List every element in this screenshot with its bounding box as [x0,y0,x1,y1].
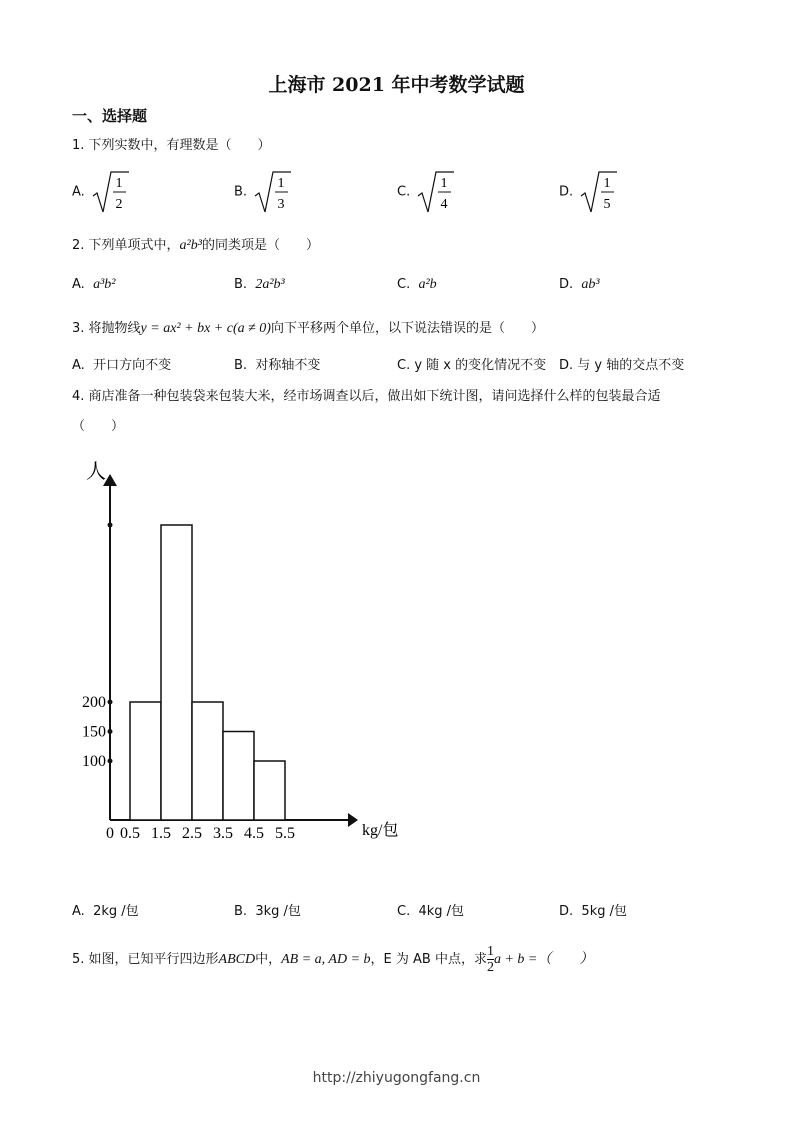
q3-option-d[interactable]: D. 与 y 轴的交点不变 [559,358,685,373]
q2-option-text: 2a²b³ [255,277,285,292]
fraction-denominator: 5 [603,197,611,212]
y-tick-dot [108,759,113,764]
q4-option-label: B. [234,904,248,919]
q1-option-label: B. [234,184,248,200]
q2-option-d[interactable] [559,277,600,293]
q5-abcd: ABCD [218,952,256,967]
histogram-bar [130,702,161,820]
x-tick-label: 1.5 [151,825,171,842]
x-axis-arrow-icon [348,813,358,827]
x-tick-label: 4.5 [244,825,264,842]
y-tick-label: 200 [82,694,106,711]
q2-option-a[interactable] [72,277,115,293]
q2-option-c[interactable] [397,277,437,293]
q1-option-label: A. [72,184,85,200]
histogram-bar [223,732,254,821]
q4-option-text: 3kg /包 [255,904,301,919]
q4-option-label: A. [72,904,85,919]
x-tick-label: 2.5 [182,825,202,842]
q1-option-c[interactable] [397,170,456,214]
square-root-icon [579,170,619,214]
y-axis-label: 人 [86,459,106,483]
q4-option-a[interactable] [72,900,139,919]
q3-stem-math: y = ax² + bx + c(a ≠ 0) [140,321,271,336]
y-tick-label: 100 [82,753,106,770]
fraction-numerator: 1 [277,176,285,191]
histogram-chart [70,450,430,850]
question-2-stem [72,234,319,254]
frac-den: 2 [486,960,494,975]
x-tick-label: 0.5 [120,825,140,842]
q5-vectors: AB = a, AD = b [281,952,371,967]
q4-option-c[interactable] [397,900,464,919]
q2-option-b[interactable] [234,277,285,293]
q4-option-text: 4kg /包 [418,904,465,919]
q4-option-text: 2kg /包 [93,904,139,919]
y-tick-dot [108,523,113,528]
histogram-bar [161,525,192,820]
q1-option-a[interactable] [72,170,131,214]
q2-option-text: ab³ [581,277,600,292]
q2-option-text: a³b² [93,277,116,292]
q1-option-b[interactable] [234,170,293,214]
fraction-numerator: 1 [440,176,448,191]
y-tick-dot [108,700,113,705]
q5-stem-pre: 5. 如图，已知平行四边形 [72,952,219,967]
page-title: 上海市 2021 年中考数学试题 [268,74,525,96]
q4-option-d[interactable] [559,900,627,919]
fraction-numerator: 1 [115,176,123,191]
fraction-denominator: 3 [277,197,285,212]
question-1-stem: 1. 下列实数中，有理数是（ ） [72,138,271,153]
q4-option-text: 5kg /包 [581,904,627,919]
y-tick-label: 150 [82,723,106,741]
q2-stem-math: a²b³ [179,238,202,253]
q2-option-text: a²b [418,277,437,292]
q2-option-label: D. [559,277,574,292]
y-tick-dot [108,729,113,734]
q4-option-b[interactable] [234,900,301,919]
q2-option-label: A. [72,277,85,292]
square-root-icon [91,170,131,214]
q2-stem-post: 的同类项是（ ） [201,238,319,253]
frac-num: 1 [486,944,494,959]
q2-stem-pre: 2. 下列单项式中， [72,238,180,253]
square-root-icon [253,170,293,214]
q2-option-label: B. [234,277,248,292]
section-heading: 一、选择题 [72,107,148,125]
q3-option-text: 对称轴不变 [255,358,321,373]
q3-option-text: 开口方向不变 [93,358,172,373]
q3-stem-post: 向下平移两个单位，以下说法错误的是（ ） [270,321,544,336]
x-tick-label: 3.5 [213,825,233,842]
x-axis-label: kg/包 [362,822,399,839]
question-4-stem-line2: （ ） [72,419,125,434]
x-tick-label: 5.5 [275,825,295,842]
q4-option-label: D. [559,904,574,919]
question-4-stem-line1: 4. 商店准备一种包装袋来包装大米，经市场调查以后，做出如下统计图，请问选择什么样的包装最合适 [72,389,661,404]
q1-option-label: D. [559,184,574,200]
q4-option-label: C. [397,904,411,919]
q3-option-a[interactable] [72,354,171,373]
fraction-numerator: 1 [603,176,611,191]
fraction-denominator: 2 [115,197,123,212]
q3-option-b[interactable] [234,354,320,373]
q5-tail: a + b =（ ） [493,952,594,967]
q5-e-text: ，E 为 AB 中点，求 [370,952,487,967]
question-3-stem [72,317,544,337]
fraction-denominator: 4 [440,197,448,212]
q5-fraction [487,944,494,975]
q3-stem-pre: 3. 将抛物线 [72,321,141,336]
q3-option-c[interactable]: C. y 随 x 的变化情况不变 [397,358,547,373]
q1-option-d[interactable] [559,170,619,214]
square-root-icon [416,170,456,214]
x-tick-label: 0 [106,825,114,842]
q1-option-label: C. [397,184,411,200]
histogram-bar [254,761,285,820]
question-5-stem [72,944,593,975]
footer-url: http://zhiyugongfang.cn [312,1070,481,1086]
histogram-bar [192,702,223,820]
q3-option-label: B. [234,358,248,373]
q2-option-label: C. [397,277,411,292]
q3-option-label: A. [72,358,85,373]
q5-mid: 中， [255,952,282,967]
